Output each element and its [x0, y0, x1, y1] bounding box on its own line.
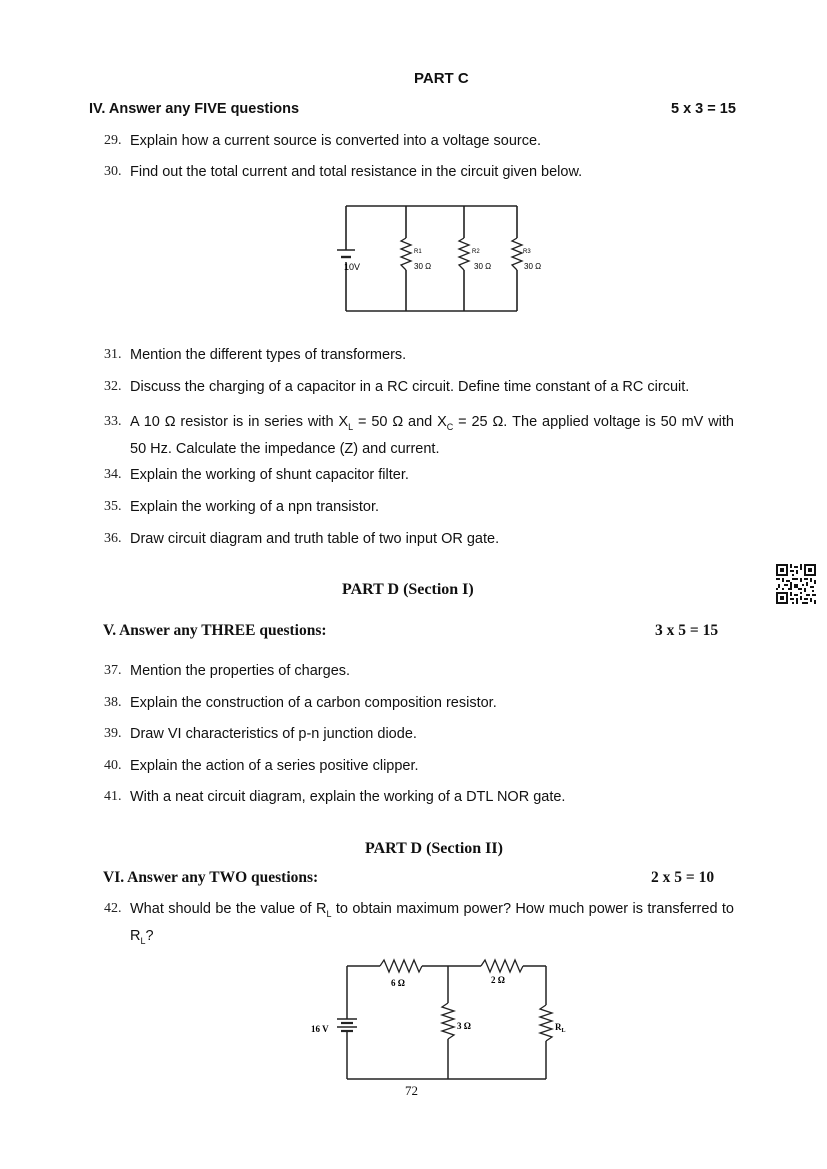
question-number: 31.: [104, 347, 122, 362]
question-number: 36.: [104, 531, 122, 546]
question-text: Explain the action of a series positive clipper.: [130, 758, 419, 774]
resistor-3-ohm-label: 3 Ω: [457, 1021, 471, 1031]
question-number: 32.: [104, 379, 122, 394]
question-number: 30.: [104, 164, 122, 179]
part-d-section-1-marks: 3 x 5 = 15: [655, 622, 719, 639]
part-c-marks: 5 x 3 = 15: [671, 101, 736, 117]
question-number: 39.: [104, 726, 122, 741]
part-c-title: PART C: [414, 70, 469, 87]
part-d-section-2-marks: 2 x 5 = 10: [651, 869, 715, 886]
question-number: 41.: [104, 789, 122, 804]
question-number: 34.: [104, 467, 122, 482]
resistor-3-ohm-symbol: [442, 1003, 454, 1039]
question-text: With a neat circuit diagram, explain the working of a DTL NOR gate.: [130, 789, 566, 805]
resistor-r1-value: 30 Ω: [414, 262, 432, 271]
question-text: Mention the properties of charges.: [130, 663, 351, 679]
question-text: Explain how a current source is converted into a voltage source.: [130, 133, 542, 149]
resistor-6-ohm-symbol: [380, 960, 422, 972]
part-d-section-2-heading: VI. Answer any TWO questions:: [103, 869, 319, 886]
question-text: Explain the working of a npn transistor.: [130, 499, 380, 515]
question-number: 37.: [104, 663, 122, 678]
resistor-r2-value: 30 Ω: [474, 262, 492, 271]
part-d-section-1-heading: V. Answer any THREE questions:: [103, 622, 327, 639]
part-d-section-2-title: PART D (Section II): [365, 840, 503, 857]
circuit-diagram-parallel: [330, 200, 542, 316]
load-resistor-label: $R_L$: [555, 1022, 566, 1034]
resistor-r3-value: 30 Ω: [524, 262, 542, 271]
battery-symbol: [337, 1019, 357, 1031]
circuit-diagram-max-power: [300, 955, 566, 1083]
battery-voltage-label: 10V: [344, 262, 361, 272]
qr-code-icon: [776, 564, 816, 604]
resistor-r1-name: R1: [414, 249, 422, 255]
question-text: A 10 Ω resistor is in series with $X_L = 50$ Ω and $X_C = 25$ Ω. The applied voltage is 50 mV with 50 Hz. Calculate the impedance (Z) and current.: [130, 414, 734, 457]
question-number: 33.: [104, 414, 122, 429]
question-text: Draw circuit diagram and truth table of two input OR gate.: [130, 531, 500, 547]
question-text: Find out the total current and total resistance in the circuit given below.: [130, 164, 583, 180]
resistor-r3-name: R3: [523, 249, 531, 255]
question-number: 40.: [104, 758, 122, 773]
question-text: Explain the construction of a carbon composition resistor.: [130, 695, 497, 711]
battery-symbol: [337, 250, 355, 257]
question-number: 35.: [104, 499, 122, 514]
question-number: 29.: [104, 133, 122, 148]
part-c-heading: IV. Answer any FIVE questions: [89, 101, 300, 117]
question-text: Discuss the charging of a capacitor in a RC circuit. Define time constant of a RC circuit.: [130, 379, 690, 395]
resistor-2-ohm-symbol: [481, 960, 523, 972]
part-d-section-1-title: PART D (Section I): [342, 581, 474, 598]
question-text: What should be the value of $R_L$ to obtain maximum power? How much power is transferred to $R_L$?: [130, 901, 734, 946]
resistor-6-ohm-label: 6 Ω: [391, 978, 405, 988]
question-text: Draw VI characteristics of p-n junction diode.: [130, 726, 417, 742]
question-number: 38.: [104, 695, 122, 710]
load-resistor-symbol: [540, 1005, 552, 1041]
question-number: 42.: [104, 901, 122, 916]
question-text: Mention the different types of transformers.: [130, 347, 407, 363]
resistor-r2-name: R2: [472, 249, 480, 255]
question-text: Explain the working of shunt capacitor filter.: [130, 467, 409, 483]
battery-voltage-label: 16 V: [311, 1024, 329, 1034]
resistor-2-ohm-label: 2 Ω: [491, 975, 505, 985]
page-number: 72: [405, 1083, 418, 1098]
